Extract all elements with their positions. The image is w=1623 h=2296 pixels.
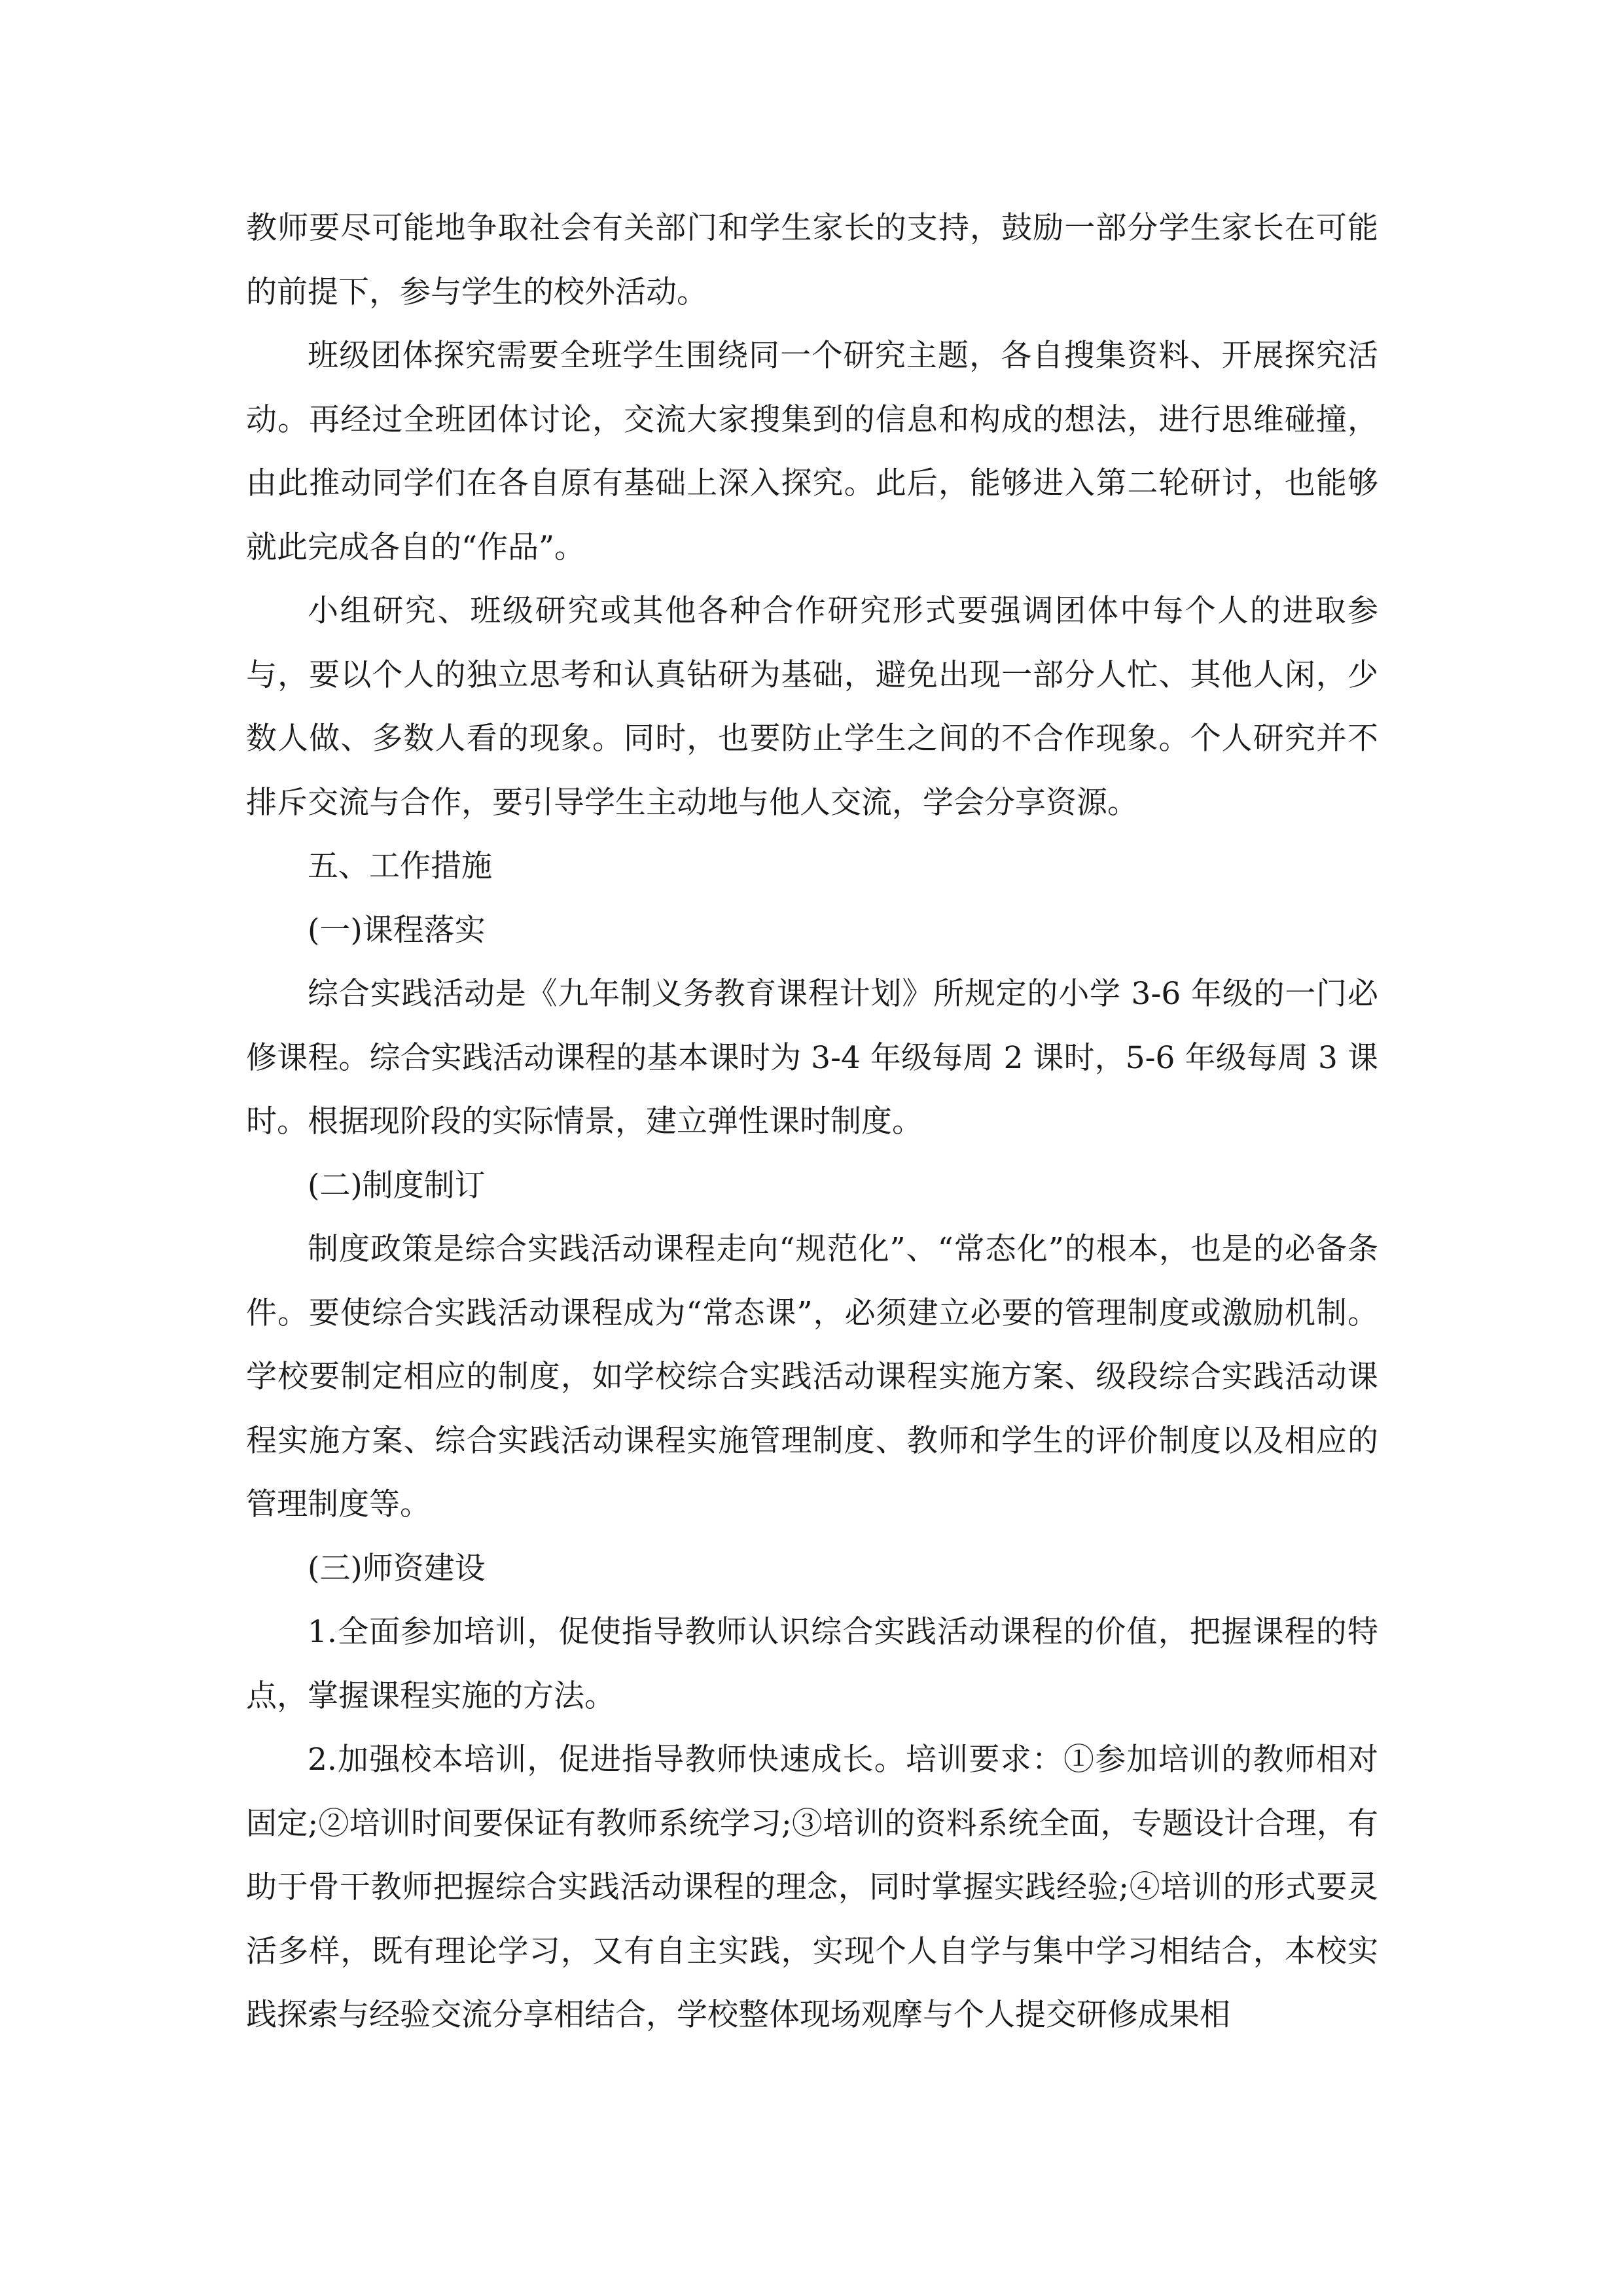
subsection-heading: (二)制度制订 <box>308 1167 486 1204</box>
body-paragraph: 小组研究、班级研究或其他各种合作研究形式要强调团体中每个人的进取参与，要以个人的独立思考和认真钻研为基础，避免出现一部分人忙、其他人闲，少数人做、多数人看的现象。同时，也要防止学生之间的不合作现象。个人研究并不排斥交流与合作，要引导学生主动地与他人交流，学会分享资源。 <box>246 593 1378 821</box>
body-paragraph: 综合实践活动是《九年制义务教育课程计划》所规定的小学 3-6 年级的一门必修课程。综合实践活动课程的基本课时为 3-4 年级每周 2 课时，5-6 年级每周 3 课时。根据现阶段的实际情景，建立弹性课时制度。 <box>246 976 1378 1139</box>
subsection-heading: (一)课程落实 <box>308 912 486 948</box>
body-paragraph: 教师要尽可能地争取社会有关部门和学生家长的支持，鼓励一部分学生家长在可能的前提下，参与学生的校外活动。 <box>246 210 1378 310</box>
body-paragraph: 班级团体探究需要全班学生围绕同一个研究主题，各自搜集资料、开展探究活动。再经过全班团体讨论，交流大家搜集到的信息和构成的想法，进行思维碰撞，由此推动同学们在各自原有基础上深入探究。此后，能够进入第二轮研讨，也能够就此完成各自的“作品”。 <box>246 338 1378 565</box>
list-item: 1.全面参加培训，促使指导教师认识综合实践活动课程的价值，把握课程的特点，掌握课程实施的方法。 <box>246 1614 1378 1714</box>
section-heading: 五、工作措施 <box>308 848 492 884</box>
document-body <box>246 196 1378 2047</box>
subsection-heading: (三)师资建设 <box>308 1550 486 1587</box>
list-item: 2.加强校本培训，促进指导教师快速成长。培训要求：①参加培训的教师相对固定;②培训时间要保证有教师系统学习;③培训的资料系统全面，专题设计合理，有助于骨干教师把握综合实践活动课程的理念，同时掌握实践经验;④培训的形式要灵活多样，既有理论学习，又有自主实践，实现个人自学与集中学习相结合，本校实践探索与经验交流分享相结合，学校整体现场观摩与个人提交研修成果相 <box>246 1742 1378 2033</box>
body-paragraph: 制度政策是综合实践活动课程走向“规范化”、“常态化”的根本，也是的必备条件。要使综合实践活动课程成为“常态课”，必须建立必要的管理制度或激励机制。学校要制定相应的制度，如学校综合实践活动课程实施方案、级段综合实践活动课程实施方案、综合实践活动课程实施管理制度、教师和学生的评价制度以及相应的管理制度等。 <box>246 1231 1378 1522</box>
